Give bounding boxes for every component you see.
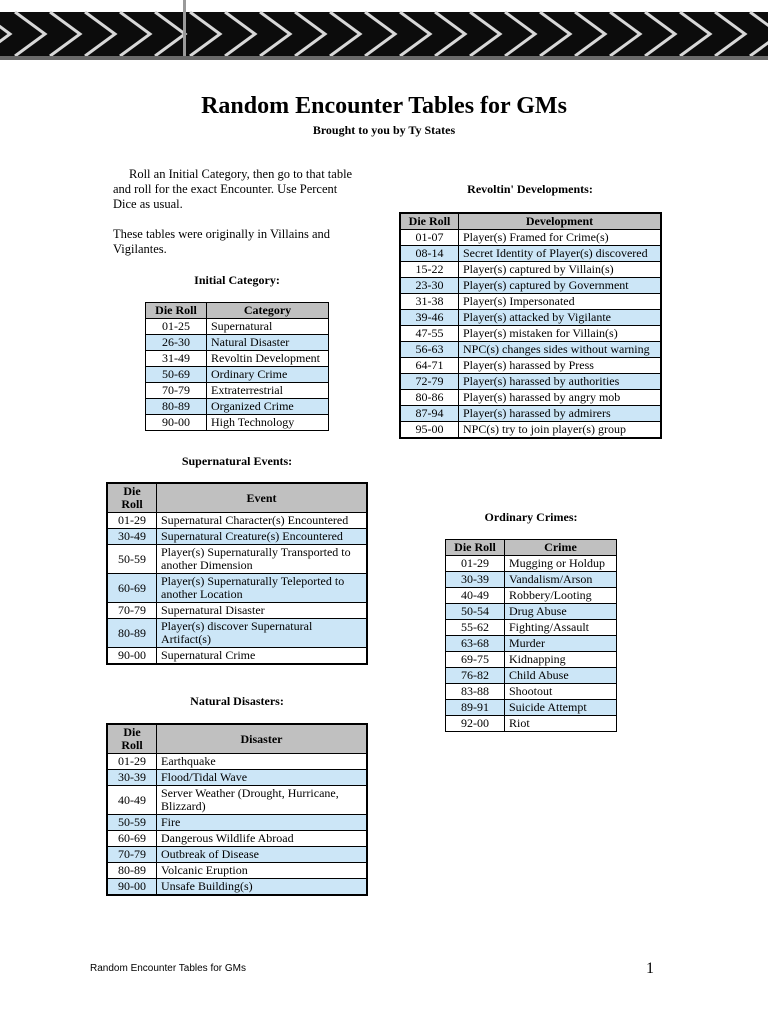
die-roll-cell: 76-82 bbox=[446, 668, 505, 684]
event-cell: Player(s) Supernaturally Teleported to another Location bbox=[157, 574, 368, 603]
table-row bbox=[400, 294, 661, 310]
column-header: Die Roll bbox=[107, 483, 157, 513]
table-row bbox=[146, 319, 329, 335]
event-cell: Supernatural Character(s) Encountered bbox=[157, 513, 368, 529]
disaster-cell: Flood/Tidal Wave bbox=[157, 770, 368, 786]
category-cell: Extraterrestrial bbox=[207, 383, 329, 399]
column-header: Die Roll bbox=[400, 213, 459, 230]
table-row bbox=[107, 847, 367, 863]
column-header: Event bbox=[157, 483, 368, 513]
table-row bbox=[400, 262, 661, 278]
column-header: Die Roll bbox=[146, 303, 207, 319]
category-cell: Ordinary Crime bbox=[207, 367, 329, 383]
category-cell: Revoltin Development bbox=[207, 351, 329, 367]
category-cell: Organized Crime bbox=[207, 399, 329, 415]
revoltin-developments-table bbox=[399, 212, 662, 439]
disaster-cell: Outbreak of Disease bbox=[157, 847, 368, 863]
die-roll-cell: 83-88 bbox=[446, 684, 505, 700]
crime-cell: Riot bbox=[505, 716, 617, 732]
table-row bbox=[107, 786, 367, 815]
development-cell: Player(s) harassed by Press bbox=[459, 358, 662, 374]
die-roll-cell: 30-39 bbox=[107, 770, 157, 786]
table-row bbox=[146, 351, 329, 367]
table-row bbox=[107, 529, 367, 545]
die-roll-cell: 90-00 bbox=[146, 415, 207, 431]
die-roll-cell: 26-30 bbox=[146, 335, 207, 351]
development-cell: Player(s) captured by Villain(s) bbox=[459, 262, 662, 278]
crime-cell: Suicide Attempt bbox=[505, 700, 617, 716]
die-roll-cell: 31-49 bbox=[146, 351, 207, 367]
category-cell: High Technology bbox=[207, 415, 329, 431]
table-row bbox=[446, 620, 617, 636]
event-cell: Player(s) Supernaturally Transported to another Dimension bbox=[157, 545, 368, 574]
die-roll-cell: 30-39 bbox=[446, 572, 505, 588]
table-row bbox=[146, 399, 329, 415]
crime-cell: Kidnapping bbox=[505, 652, 617, 668]
event-cell: Supernatural Crime bbox=[157, 648, 368, 665]
event-cell: Supernatural Disaster bbox=[157, 603, 368, 619]
die-roll-cell: 60-69 bbox=[107, 831, 157, 847]
table-row bbox=[107, 619, 367, 648]
footer-title: Random Encounter Tables for GMs bbox=[90, 963, 247, 974]
disaster-cell: Server Weather (Drought, Hurricane, Blizzard) bbox=[157, 786, 368, 815]
development-cell: Player(s) harassed by angry mob bbox=[459, 390, 662, 406]
table-row bbox=[400, 342, 661, 358]
crime-cell: Shootout bbox=[505, 684, 617, 700]
category-cell: Natural Disaster bbox=[207, 335, 329, 351]
die-roll-cell: 01-29 bbox=[107, 754, 157, 770]
die-roll-cell: 64-71 bbox=[400, 358, 459, 374]
disaster-cell: Volcanic Eruption bbox=[157, 863, 368, 879]
table-row bbox=[446, 700, 617, 716]
table-row bbox=[107, 879, 367, 896]
table-row bbox=[146, 335, 329, 351]
die-roll-cell: 50-59 bbox=[107, 815, 157, 831]
disaster-cell: Dangerous Wildlife Abroad bbox=[157, 831, 368, 847]
table-row bbox=[146, 415, 329, 431]
crime-cell: Fighting/Assault bbox=[505, 620, 617, 636]
die-roll-cell: 60-69 bbox=[107, 574, 157, 603]
die-roll-cell: 01-29 bbox=[107, 513, 157, 529]
die-roll-cell: 70-79 bbox=[146, 383, 207, 399]
die-roll-cell: 80-89 bbox=[107, 863, 157, 879]
table-row bbox=[446, 652, 617, 668]
initial-category-heading: Initial Category: bbox=[194, 273, 280, 287]
die-roll-cell: 23-30 bbox=[400, 278, 459, 294]
table-row bbox=[446, 668, 617, 684]
die-roll-cell: 80-86 bbox=[400, 390, 459, 406]
event-cell: Player(s) discover Supernatural Artifact(s) bbox=[157, 619, 368, 648]
table-row bbox=[400, 310, 661, 326]
die-roll-cell: 70-79 bbox=[107, 603, 157, 619]
table-row bbox=[446, 684, 617, 700]
development-cell: Player(s) Framed for Crime(s) bbox=[459, 230, 662, 246]
table-row bbox=[107, 815, 367, 831]
table-row bbox=[400, 358, 661, 374]
table-row bbox=[107, 513, 367, 529]
die-roll-cell: 69-75 bbox=[446, 652, 505, 668]
disaster-cell: Fire bbox=[157, 815, 368, 831]
table-row bbox=[107, 603, 367, 619]
table-row bbox=[446, 636, 617, 652]
die-roll-cell: 72-79 bbox=[400, 374, 459, 390]
intro-paragraph: Roll an Initial Category, then go to that table and roll for the exact Encounter. Use Percent Dice as usual. bbox=[113, 167, 353, 211]
crime-cell: Drug Abuse bbox=[505, 604, 617, 620]
column-header: Disaster bbox=[157, 724, 368, 754]
die-roll-cell: 50-54 bbox=[446, 604, 505, 620]
revoltin-developments-heading: Revoltin' Developments: bbox=[467, 182, 593, 196]
development-cell: NPC(s) try to join player(s) group bbox=[459, 422, 662, 439]
die-roll-cell: 92-00 bbox=[446, 716, 505, 732]
column-header: Die Roll bbox=[107, 724, 157, 754]
development-cell: Secret Identity of Player(s) discovered bbox=[459, 246, 662, 262]
development-cell: Player(s) attacked by Vigilante bbox=[459, 310, 662, 326]
die-roll-cell: 39-46 bbox=[400, 310, 459, 326]
column-header: Crime bbox=[505, 540, 617, 556]
die-roll-cell: 89-91 bbox=[446, 700, 505, 716]
die-roll-cell: 01-29 bbox=[446, 556, 505, 572]
development-cell: Player(s) harassed by authorities bbox=[459, 374, 662, 390]
category-cell: Supernatural bbox=[207, 319, 329, 335]
table-row bbox=[146, 383, 329, 399]
die-roll-cell: 01-25 bbox=[146, 319, 207, 335]
die-roll-cell: 47-55 bbox=[400, 326, 459, 342]
source-paragraph: These tables were originally in Villains and Vigilantes. bbox=[113, 227, 331, 256]
table-row bbox=[446, 556, 617, 572]
die-roll-cell: 08-14 bbox=[400, 246, 459, 262]
table-row bbox=[107, 754, 367, 770]
table-row bbox=[400, 390, 661, 406]
die-roll-cell: 63-68 bbox=[446, 636, 505, 652]
crime-cell: Mugging or Holdup bbox=[505, 556, 617, 572]
header-banner bbox=[0, 0, 768, 60]
table-row bbox=[400, 278, 661, 294]
table-row bbox=[446, 588, 617, 604]
die-roll-cell: 80-89 bbox=[107, 619, 157, 648]
table-row bbox=[107, 770, 367, 786]
die-roll-cell: 01-07 bbox=[400, 230, 459, 246]
page-title: Random Encounter Tables for GMs bbox=[201, 93, 567, 119]
table-row bbox=[446, 572, 617, 588]
table-row bbox=[107, 574, 367, 603]
table-row bbox=[400, 374, 661, 390]
table-row bbox=[107, 863, 367, 879]
crime-cell: Vandalism/Arson bbox=[505, 572, 617, 588]
die-roll-cell: 55-62 bbox=[446, 620, 505, 636]
column-header: Category bbox=[207, 303, 329, 319]
table-row bbox=[400, 326, 661, 342]
event-cell: Supernatural Creature(s) Encountered bbox=[157, 529, 368, 545]
column-header: Development bbox=[459, 213, 662, 230]
die-roll-cell: 50-69 bbox=[146, 367, 207, 383]
table-row bbox=[400, 246, 661, 262]
page-number: 1 bbox=[646, 960, 654, 977]
die-roll-cell: 90-00 bbox=[107, 879, 157, 896]
natural-disasters-table bbox=[106, 723, 368, 896]
table-row bbox=[107, 648, 367, 665]
ordinary-crimes-table bbox=[445, 539, 617, 732]
crime-cell: Child Abuse bbox=[505, 668, 617, 684]
die-roll-cell: 40-49 bbox=[107, 786, 157, 815]
development-cell: NPC(s) changes sides without warning bbox=[459, 342, 662, 358]
die-roll-cell: 56-63 bbox=[400, 342, 459, 358]
table-row bbox=[446, 716, 617, 732]
table-row bbox=[400, 406, 661, 422]
supernatural-events-heading: Supernatural Events: bbox=[181, 454, 293, 468]
table-row bbox=[446, 604, 617, 620]
ordinary-crimes-heading: Ordinary Crimes: bbox=[484, 510, 578, 524]
page-subtitle: Brought to you by Ty States bbox=[312, 123, 456, 137]
die-roll-cell: 30-49 bbox=[107, 529, 157, 545]
development-cell: Player(s) harassed by admirers bbox=[459, 406, 662, 422]
development-cell: Player(s) Impersonated bbox=[459, 294, 662, 310]
supernatural-events-table bbox=[106, 482, 368, 665]
die-roll-cell: 40-49 bbox=[446, 588, 505, 604]
die-roll-cell: 31-38 bbox=[400, 294, 459, 310]
development-cell: Player(s) captured by Government bbox=[459, 278, 662, 294]
die-roll-cell: 90-00 bbox=[107, 648, 157, 665]
crime-cell: Robbery/Looting bbox=[505, 588, 617, 604]
initial-category-table bbox=[145, 302, 329, 431]
disaster-cell: Earthquake bbox=[157, 754, 368, 770]
natural-disasters-heading: Natural Disasters: bbox=[190, 694, 284, 708]
die-roll-cell: 95-00 bbox=[400, 422, 459, 439]
development-cell: Player(s) mistaken for Villain(s) bbox=[459, 326, 662, 342]
table-row bbox=[107, 545, 367, 574]
table-row bbox=[400, 422, 661, 439]
disaster-cell: Unsafe Building(s) bbox=[157, 879, 368, 896]
column-header: Die Roll bbox=[446, 540, 505, 556]
crime-cell: Murder bbox=[505, 636, 617, 652]
die-roll-cell: 80-89 bbox=[146, 399, 207, 415]
die-roll-cell: 87-94 bbox=[400, 406, 459, 422]
table-row bbox=[146, 367, 329, 383]
table-row bbox=[107, 831, 367, 847]
die-roll-cell: 15-22 bbox=[400, 262, 459, 278]
die-roll-cell: 50-59 bbox=[107, 545, 157, 574]
table-row bbox=[400, 230, 661, 246]
die-roll-cell: 70-79 bbox=[107, 847, 157, 863]
